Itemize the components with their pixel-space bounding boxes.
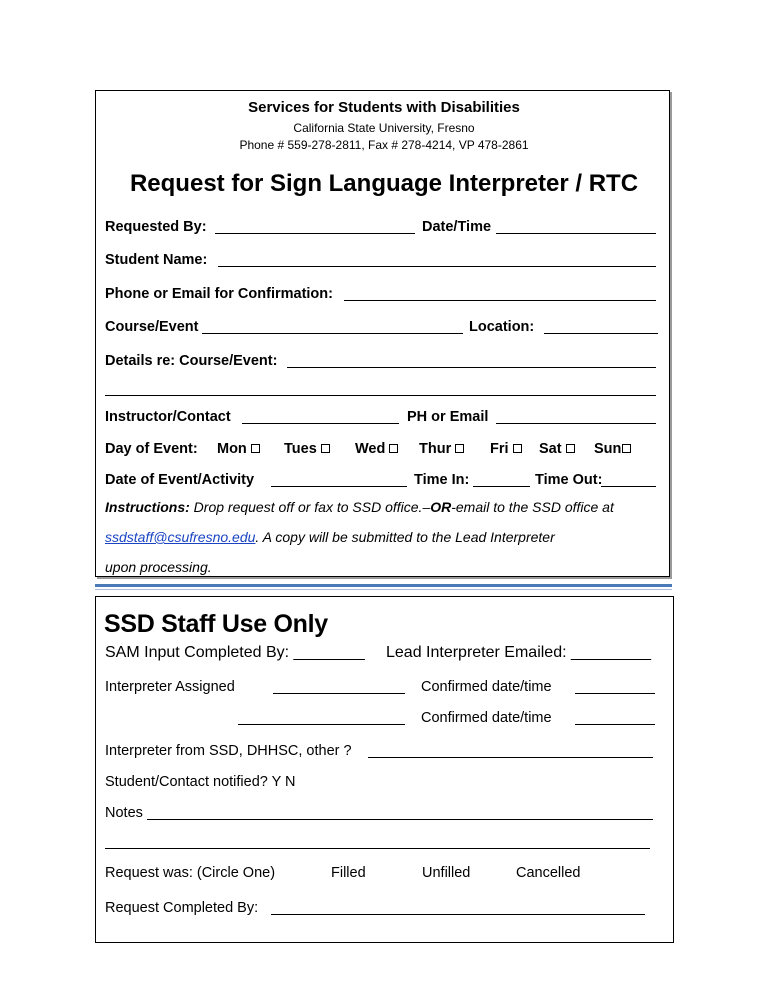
day-label: Sun (594, 441, 622, 457)
unfilled-option[interactable]: Unfilled (422, 865, 471, 881)
instructions-or: OR (430, 499, 452, 515)
request-was-label: Request was: (Circle One) (105, 865, 276, 881)
time-in-field[interactable] (473, 486, 530, 487)
phone-numbers: Phone # 559-278-2811, Fax # 278-4214, VP 478-2861 (239, 138, 529, 152)
completed-by-label: Request Completed By: (105, 900, 259, 916)
instructions-text1: Drop request off or fax to SSD office.– (189, 499, 431, 515)
instructions-line2 (105, 529, 555, 545)
day-label: Mon (217, 441, 247, 457)
cancelled-option[interactable]: Cancelled (516, 865, 581, 881)
time-out-field[interactable] (601, 486, 656, 487)
course-event-field[interactable] (202, 333, 463, 334)
instructions-label: Instructions: (105, 499, 190, 515)
ph-email-field[interactable] (496, 423, 656, 424)
interpreter-assigned-field-2[interactable] (238, 724, 405, 725)
interpreter-from-field[interactable] (368, 757, 653, 758)
instructor-label: Instructor/Contact (105, 409, 231, 425)
date-time-field[interactable] (496, 233, 656, 234)
interpreter-from-label: Interpreter from SSD, DHHSC, other ? (105, 743, 352, 759)
phone-email-field[interactable] (344, 300, 656, 301)
notes-field-line2[interactable] (105, 848, 650, 849)
details-field[interactable] (287, 367, 656, 368)
location-label: Location: (469, 319, 535, 335)
day-label: Fri (490, 441, 509, 457)
day-sun[interactable] (594, 441, 631, 457)
location-field[interactable] (544, 333, 658, 334)
day-tues[interactable] (284, 441, 330, 457)
checkbox-icon[interactable] (622, 444, 631, 453)
day-mon[interactable] (217, 441, 260, 457)
instructor-field[interactable] (242, 423, 399, 424)
filled-option[interactable]: Filled (331, 865, 366, 881)
email-link[interactable]: ssdstaff@csufresno.edu (105, 529, 256, 545)
time-out-label: Time Out: (535, 472, 603, 488)
date-activity-field[interactable] (271, 486, 407, 487)
section-divider (95, 584, 672, 587)
completed-by-field[interactable] (271, 914, 645, 915)
checkbox-icon[interactable] (251, 444, 260, 453)
checkbox-icon[interactable] (321, 444, 330, 453)
interpreter-assigned-field[interactable] (273, 693, 405, 694)
day-fri[interactable] (490, 441, 522, 457)
confirmed-label-2: Confirmed date/time (421, 710, 552, 726)
checkbox-icon[interactable] (566, 444, 575, 453)
day-of-event-label: Day of Event: (105, 441, 198, 457)
day-label: Thur (419, 441, 452, 457)
notes-label: Notes (105, 805, 143, 821)
lead-emailed-label: Lead Interpreter Emailed: _________ (386, 644, 652, 661)
day-wed[interactable] (355, 441, 398, 457)
day-label: Tues (284, 441, 317, 457)
instructions-text3: . A copy will be submitted to the Lead Interpreter (255, 529, 555, 545)
interpreter-assigned-label: Interpreter Assigned (105, 679, 235, 695)
day-thur[interactable] (419, 441, 464, 457)
day-sat[interactable] (539, 441, 575, 457)
student-notified-label: Student/Contact notified? Y N (105, 774, 296, 790)
requested-by-label: Requested By: (105, 219, 207, 235)
details-field-line2[interactable] (105, 395, 656, 396)
notes-field[interactable] (147, 819, 653, 820)
checkbox-icon[interactable] (455, 444, 464, 453)
confirmed-field[interactable] (575, 693, 655, 694)
checkbox-icon[interactable] (513, 444, 522, 453)
date-time-label: Date/Time (422, 219, 492, 235)
confirmed-field-2[interactable] (575, 724, 655, 725)
staff-use-title: SSD Staff Use Only (104, 610, 328, 638)
instructions-text2: -email to the SSD office at (451, 499, 614, 515)
instructions-line3: upon processing. (105, 559, 212, 575)
student-name-field[interactable] (218, 266, 656, 267)
instructions-line1 (105, 499, 614, 515)
date-activity-label: Date of Event/Activity (105, 472, 255, 488)
university-name: California State University, Fresno (293, 121, 475, 135)
confirmed-label: Confirmed date/time (421, 679, 552, 695)
sam-input-label: SAM Input Completed By: ________ (105, 644, 365, 661)
phone-email-label: Phone or Email for Confirmation: (105, 286, 333, 302)
course-event-label: Course/Event (105, 319, 199, 335)
section-divider-light (95, 589, 672, 590)
student-name-label: Student Name: (105, 252, 208, 268)
ph-email-label: PH or Email (407, 409, 489, 425)
form-title: Request for Sign Language Interpreter / RTC (129, 170, 639, 197)
day-label: Sat (539, 441, 562, 457)
requested-by-field[interactable] (215, 233, 415, 234)
org-name: Services for Students with Disabilities (248, 99, 520, 116)
day-label: Wed (355, 441, 386, 457)
details-label: Details re: Course/Event: (105, 353, 278, 369)
checkbox-icon[interactable] (389, 444, 398, 453)
time-in-label: Time In: (414, 472, 470, 488)
